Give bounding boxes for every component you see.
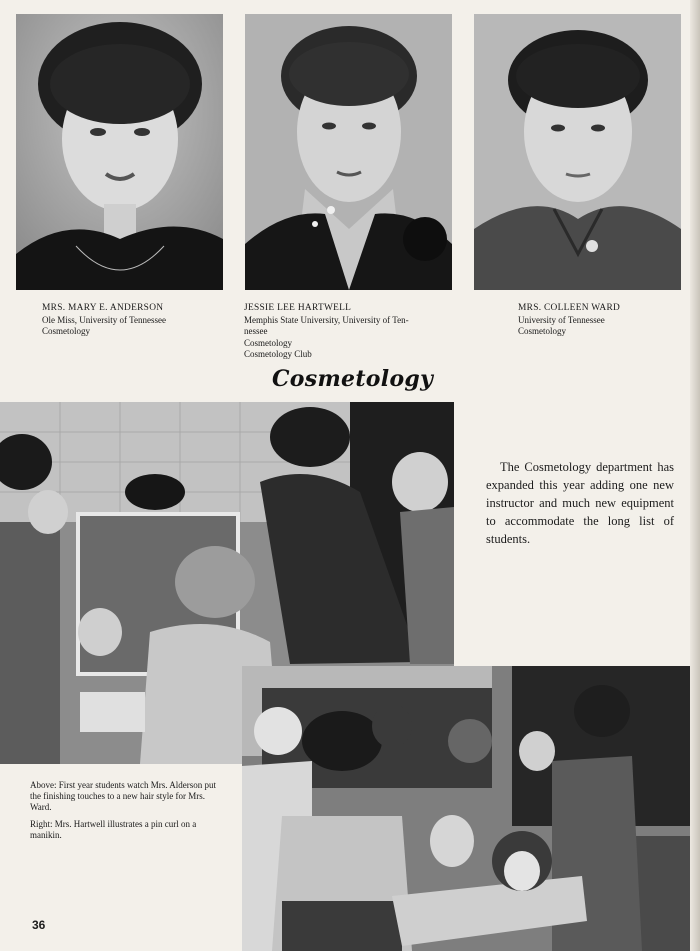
faculty-detail: Cosmetology Club — [244, 349, 312, 359]
section-title: Cosmetology — [272, 366, 434, 392]
faculty-caption-hartwell — [244, 303, 459, 361]
faculty-detail: University of Tennessee — [518, 314, 605, 325]
faculty-name: JESSIE LEE HARTWELL — [244, 303, 352, 313]
classroom-photo-pin-curl — [242, 666, 694, 951]
faculty-caption-anderson — [42, 303, 232, 338]
portrait-photo-anderson — [16, 14, 223, 290]
page-number: 36 — [32, 918, 46, 932]
portrait-photo-ward — [474, 14, 681, 290]
caption-above: Above: First year students watch Mrs. Alderson put the finishing touches to a new hair style for Mrs. Ward. — [30, 780, 216, 812]
faculty-detail: Cosmetology — [244, 337, 293, 348]
caption-right: Right: Mrs. Hartwell illustrates a pin curl on a manikin. — [30, 819, 197, 840]
faculty-caption-ward — [518, 303, 678, 338]
faculty-detail: Cosmetology — [518, 326, 567, 336]
photo-captions — [30, 780, 228, 847]
portrait-photo-hartwell — [245, 14, 452, 290]
intro-paragraph: The Cosmetology department has expanded this year adding one new instructor and much new equipment to accommodate the long list of students. — [486, 460, 674, 546]
page-binding-edge — [690, 0, 700, 951]
faculty-name: MRS. COLLEEN WARD — [518, 303, 621, 313]
faculty-detail: Memphis State University, University of Ten- — [244, 314, 409, 325]
faculty-name: MRS. MARY E. ANDERSON — [42, 303, 164, 313]
faculty-detail: Cosmetology — [42, 326, 91, 336]
faculty-detail: Ole Miss, University of Tennessee — [42, 314, 166, 325]
faculty-detail: nessee — [244, 326, 268, 336]
